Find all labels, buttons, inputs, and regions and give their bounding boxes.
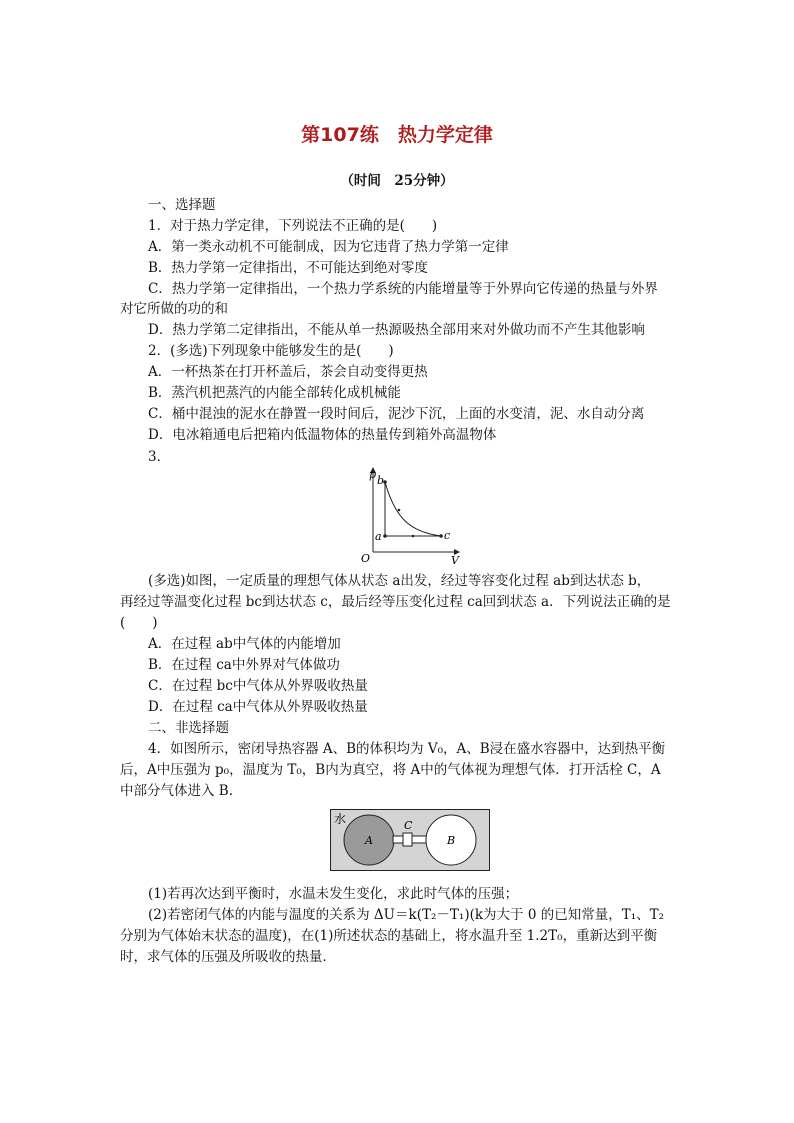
stopcock-c bbox=[403, 833, 412, 846]
q2-option-d: D．电冰箱通电后把箱内低温物体的热量传到箱外高温物体 bbox=[148, 427, 497, 443]
container-a-label: A bbox=[365, 834, 373, 847]
q4-part-1: (1)若再次达到平衡时，水温未发生变化，求此时气体的压强； bbox=[148, 886, 519, 902]
state-b-label: b bbox=[377, 474, 385, 487]
v-axis-label: V bbox=[451, 554, 459, 567]
stopcock-label: C bbox=[404, 819, 413, 832]
q3-option-a: A．在过程 ab中气体的内能增加 bbox=[148, 636, 341, 652]
state-a-label: a bbox=[375, 530, 382, 543]
q4-line-2: 后，A中压强为 p₀，温度为 T₀，B内为真空，将 A中的气体视为理想气体．打开活栓 C，A bbox=[120, 762, 661, 778]
q4-line-3: 中部分气体进入 B. bbox=[120, 783, 234, 799]
q3-option-c: C．在过程 bc中气体从外界吸收热量 bbox=[148, 678, 368, 694]
state-c-label: c bbox=[444, 529, 451, 542]
section-heading-choice: 一、选择题 bbox=[148, 197, 216, 213]
q3-stem-2: 再经过等温变化过程 bc到达状态 c，最后经等压变化过程 ca回到状态 a．下列说法正确的是 bbox=[120, 594, 671, 610]
q2-stem: 2．(多选)下列现象中能够发生的是( ) bbox=[148, 343, 394, 359]
q4-part-2-line-1: (2)若密闭气体的内能与温度的关系为 ΔU＝k(T₂－T₁)(k为大于 0 的已知常量，T₁、T₂ bbox=[148, 907, 665, 923]
q2-option-b: B．蒸汽机把蒸汽的内能全部转化成机械能 bbox=[148, 385, 401, 401]
q3-option-b: B．在过程 ca中外界对气体做功 bbox=[148, 657, 340, 673]
bc-arrow-dot bbox=[398, 509, 401, 512]
q4-line-1: 4．如图所示，密闭导热容器 A、B的体积均为 V₀，A、B浸在盛水容器中，达到热平衡 bbox=[148, 741, 666, 757]
state-a-point bbox=[383, 534, 387, 538]
pv-diagram bbox=[355, 462, 465, 567]
state-c-point bbox=[439, 534, 443, 538]
q1-stem: 1．对于热力学定律，下列说法不正确的是( ) bbox=[148, 218, 438, 234]
water-label: 水 bbox=[334, 812, 347, 826]
process-bc bbox=[385, 482, 441, 536]
time-note: （时间 25分钟） bbox=[340, 173, 454, 189]
q2-option-c: C．桶中混浊的泥水在静置一段时间后，泥沙下沉，上面的水变清，泥、水自动分离 bbox=[148, 406, 645, 422]
q1-option-c: C．热力学第一定律指出，一个热力学系统的内能增量等于外界向它传递的热量与外界 bbox=[148, 281, 658, 297]
q4-part-2-line-3: 时，求气体的压强及所吸收的热量． bbox=[120, 949, 336, 965]
page-title: 第107练 热力学定律 bbox=[301, 124, 493, 146]
container-b-label: B bbox=[447, 834, 456, 847]
q2-option-a: A．一杯热茶在打开杯盖后，茶会自动变得更热 bbox=[148, 364, 428, 380]
q3-number: 3． bbox=[148, 449, 171, 465]
q1-option-d: D．热力学第二定律指出，不能从单一热源吸热全部用来对外做功而不产生其他影响 bbox=[148, 322, 645, 338]
p-axis-label: p bbox=[369, 468, 377, 481]
q1-option-a: A．第一类永动机不可能制成，因为它违背了热力学第一定律 bbox=[148, 239, 509, 255]
ca-arrow-dot bbox=[412, 535, 415, 538]
origin-label: O bbox=[361, 552, 371, 565]
q1-option-c-cont: 对它所做的功的和 bbox=[120, 301, 228, 317]
q3-stem-1: (多选)如图，一定质量的理想气体从状态 a出发，经过等容变化过程 ab到达状态 b， bbox=[148, 573, 651, 589]
q3-option-d: D．在过程 ca中气体从外界吸收热量 bbox=[148, 699, 368, 715]
container-diagram bbox=[330, 809, 490, 871]
q4-part-2-line-2: 分别为气体始末状态的温度)，在(1)所述状态的基础上，将水温升至 1.2T₀，重新达到平衡 bbox=[120, 928, 658, 944]
q3-stem-3: ( ) bbox=[120, 615, 158, 631]
section-heading-nonchoice: 二、非选择题 bbox=[148, 720, 229, 736]
q1-option-b: B．热力学第一定律指出，不可能达到绝对零度 bbox=[148, 260, 428, 276]
